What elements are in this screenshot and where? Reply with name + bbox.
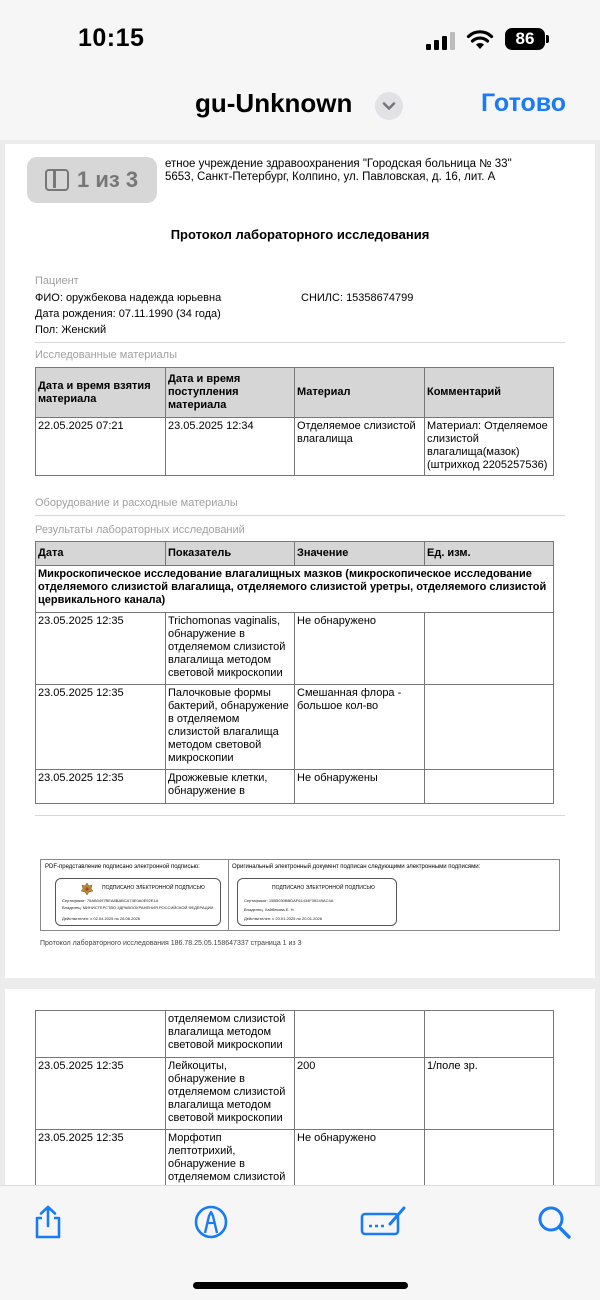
column-header: Показатель [166,542,295,566]
table-cell [425,1011,554,1058]
stamp-validity: Действителен: с 02.04.2025 по 26.06.2026 [62,916,140,921]
table-cell: Не обнаружено [295,1130,425,1190]
section-divider [35,342,565,343]
share-icon[interactable] [30,1204,66,1240]
pdf-page-2[interactable] [5,989,595,1189]
column-header: Дата и время поступления материала [166,368,295,418]
table-cell [425,1130,554,1190]
title-menu-button[interactable] [375,92,403,120]
table-group-row [36,566,554,613]
table-cell: 23.05.2025 12:35 [36,1058,166,1130]
column-header: Комментарий [425,368,554,418]
table-cell: 22.05.2025 07:21 [36,418,166,476]
table-cell [425,685,554,770]
table-row [36,418,554,476]
stamp-certificate: Сертификат: 75AB0497BEA8BABCA74E0A0E92E1A [62,898,159,903]
column-header: Материал [295,368,425,418]
home-indicator[interactable] [193,1282,408,1289]
column-header: Ед. изм. [425,542,554,566]
battery-tip [546,35,549,43]
battery-level: 86 [505,28,545,50]
stamp-header: ПОДПИСАНО ЭЛЕКТРОННОЙ ПОДПИСЬЮ [102,885,205,891]
table-row [36,1130,554,1190]
table-row [36,613,554,685]
stamp-owner: Владелец: МИНИСТЕРСТВО ЗДРАВООХРАНЕНИЯ РОССИЙСКОЙ ФЕДЕРАЦИИ [62,905,214,910]
table-cell: Морфотип лептотрихий, обнаружение в отделяемом слизистой [166,1130,295,1190]
column-header: Значение [295,542,425,566]
coat-of-arms-icon [80,882,94,896]
table-row [36,1011,554,1058]
stamp-certificate: Сертификат: 15B5030BBDAF61434F39249AC4A [244,898,334,903]
table-cell [295,1011,425,1058]
org-address: 5653, Санкт-Петербург, Колпино, ул. Павловская, д. 16, лит. А [165,171,496,183]
search-icon[interactable] [536,1204,572,1240]
section-divider [35,515,565,516]
table-cell: 200 [295,1058,425,1130]
signature-stamp-left [55,878,221,926]
stamp-owner: Владелец: Хайбекова Е. Н. [244,907,295,912]
table-cell: Материал: Отделяемое слизистой влагалища(мазок) (штрихкод 2205257536) [425,418,554,476]
pdf-page-1[interactable] [5,144,595,978]
materials-table [35,367,554,476]
table-cell: 1/поле зр. [425,1058,554,1130]
pdf-signature-title: PDF-представление подписано электронной подписью: [45,864,200,870]
results-table-continued [35,1010,554,1189]
results-table [35,541,554,804]
column-header: Дата [36,542,166,566]
table-cell [425,770,554,804]
table-cell: отделяемом слизистой влагалища методом световой микроскопии [166,1011,295,1058]
document-title[interactable]: gu-Unknown [195,88,353,118]
table-row [36,685,554,770]
signature-stamp-right [237,878,397,926]
group-title: Микроскопическое исследование влагалищных мазков (микроскопическое исследование отделяемого слизистой влагалища, отделяемого слизистой уретры, отделяемого слизистой цервикального канала) [36,566,554,613]
signature-divider [228,860,229,930]
markup-icon[interactable] [193,1204,229,1240]
nav-bar [0,80,600,140]
table-header-row [36,368,554,418]
page-indicator[interactable] [27,157,157,203]
table-cell: Trichomonas vaginalis, обнаружение в отделяемом слизистой влагалища методом световой микроскопии [166,613,295,685]
patient-fio: ФИО: оружбекова надежда юрьевна [35,292,222,304]
original-signature-title: Оригинальный электронный документ подписан следующими электронными подписями: [232,864,481,870]
table-cell: Лейкоциты, обнаружение в отделяемом слизистой влагалища методом световой микроскопии [166,1058,295,1130]
table-header-row [36,542,554,566]
signature-icon[interactable] [360,1204,408,1240]
table-cell: 23.05.2025 12:35 [36,1130,166,1190]
status-bar [0,0,600,80]
cellular-signal-icon [426,32,456,50]
table-cell [425,613,554,685]
protocol-title: Протокол лабораторного исследования [170,227,430,242]
page-counter: 1 из 3 [77,167,139,192]
stamp-header: ПОДПИСАНО ЭЛЕКТРОННОЙ ПОДПИСЬЮ [272,885,375,891]
table-cell: Палочковые формы бактерий, обнаружение в отделяемом слизистой влагалища методом световой микроскопии [166,685,295,770]
table-cell: Смешанная флора - большое кол-во [295,685,425,770]
table-row [36,1058,554,1130]
patient-section-heading: Пациент [35,275,79,287]
table-cell: Не обнаружены [295,770,425,804]
chevron-down-icon [375,92,403,120]
patient-dob: Дата рождения: 07.11.1990 (34 года) [35,308,221,320]
column-header: Дата и время взятия материала [36,368,166,418]
table-cell: 23.05.2025 12:34 [166,418,295,476]
stamp-validity: Действителен: с 20.01.2025 по 20.01.2026 [244,916,322,921]
materials-section-heading: Исследованные материалы [35,349,177,361]
page-footer: Протокол лабораторного исследования 186.78.25.05.158647337 страница 1 из 3 [40,940,302,947]
table-cell: 23.05.2025 12:35 [36,613,166,685]
table-cell: 23.05.2025 12:35 [36,685,166,770]
table-cell: Не обнаружено [295,613,425,685]
equipment-section-heading: Оборудование и расходные материалы [35,497,238,509]
sidebar-icon [45,169,69,191]
table-cell: 23.05.2025 12:35 [36,770,166,804]
table-cell: Дрожжевые клетки, обнаружение в [166,770,295,804]
table-row [36,770,554,804]
done-button[interactable]: Готово [481,89,567,117]
table-cell: Отделяемое слизистой влагалища [295,418,425,476]
results-section-heading: Результаты лабораторных исследований [35,524,245,536]
status-time: 10:15 [78,24,145,52]
wifi-icon [466,28,494,50]
patient-snils: СНИЛС: 15358674799 [301,292,414,304]
patient-sex: Пол: Женский [35,324,107,336]
signature-block [40,859,560,931]
table-cell [36,1011,166,1058]
section-divider [35,815,565,816]
org-name: етное учреждение здравоохранения "Городская больница № 33" [165,158,512,170]
